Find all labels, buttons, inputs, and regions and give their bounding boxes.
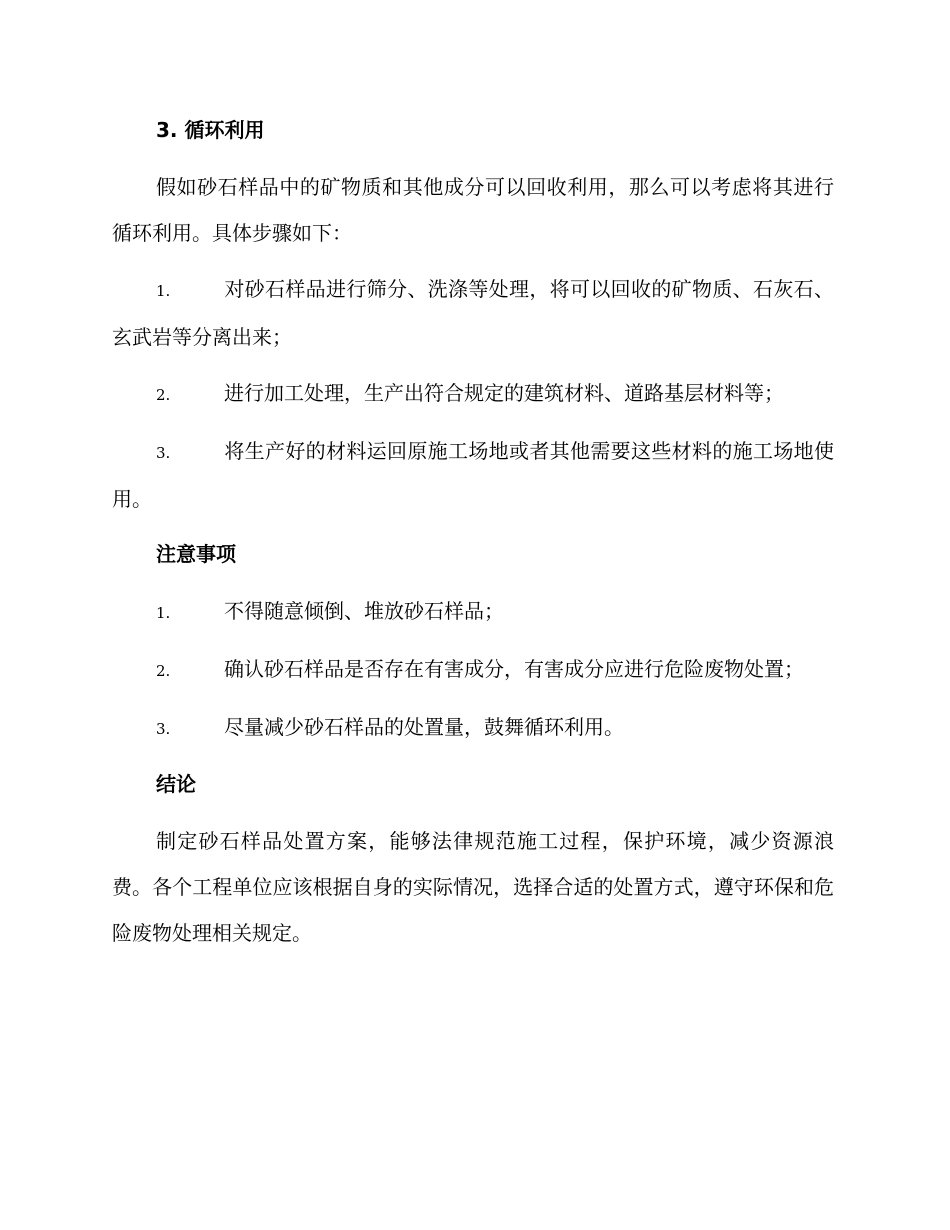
notes-list-item-1 (112, 588, 834, 636)
list-number: 2. (156, 662, 171, 680)
section-heading-recycle: 3. 循环利用 (156, 118, 265, 142)
list-text: 确认砂石样品是否存在有害成分，有害成分应进行危险废物处置； (224, 657, 804, 681)
list-number: 1. (156, 604, 171, 622)
notes-list-item-3 (112, 704, 834, 752)
list-text: 尽量减少砂石样品的处置量，鼓舞循环利用。 (224, 715, 624, 739)
list-text: 进行加工处理，生产出符合规定的建筑材料、道路基层材料等； (224, 381, 784, 405)
list-text: 不得随意倾倒、堆放砂石样品； (224, 599, 504, 623)
list-text: 对砂石样品进行筛分、洗涤等处理，将可以回收的矿物质、石灰石、玄武岩等分离出来； (112, 277, 834, 349)
list-number: 3. (156, 444, 171, 462)
recycle-intro-paragraph: 假如砂石样品中的矿物质和其他成分可以回收利用，那么可以考虑将其进行循环利用。具体步骤如下： (112, 175, 834, 245)
section-heading-conclusion: 结论 (156, 772, 196, 796)
recycle-list-item-1 (112, 266, 834, 360)
list-number: 2. (156, 386, 171, 404)
recycle-list-item-3 (112, 428, 834, 522)
list-text: 将生产好的材料运回原施工场地或者其他需要这些材料的施工场地使用。 (112, 439, 834, 511)
conclusion-paragraph: 制定砂石样品处置方案，能够法律规范施工过程，保护环境，减少资源浪费。各个工程单位应该根据自身的实际情况，选择合适的处置方式，遵守环保和危险废物处理相关规定。 (112, 829, 834, 945)
document-content (112, 108, 834, 966)
recycle-list-item-2 (112, 370, 834, 418)
notes-list-item-2 (112, 646, 834, 694)
list-number: 1. (156, 282, 171, 300)
list-number: 3. (156, 720, 171, 738)
section-heading-notes: 注意事项 (156, 542, 236, 566)
